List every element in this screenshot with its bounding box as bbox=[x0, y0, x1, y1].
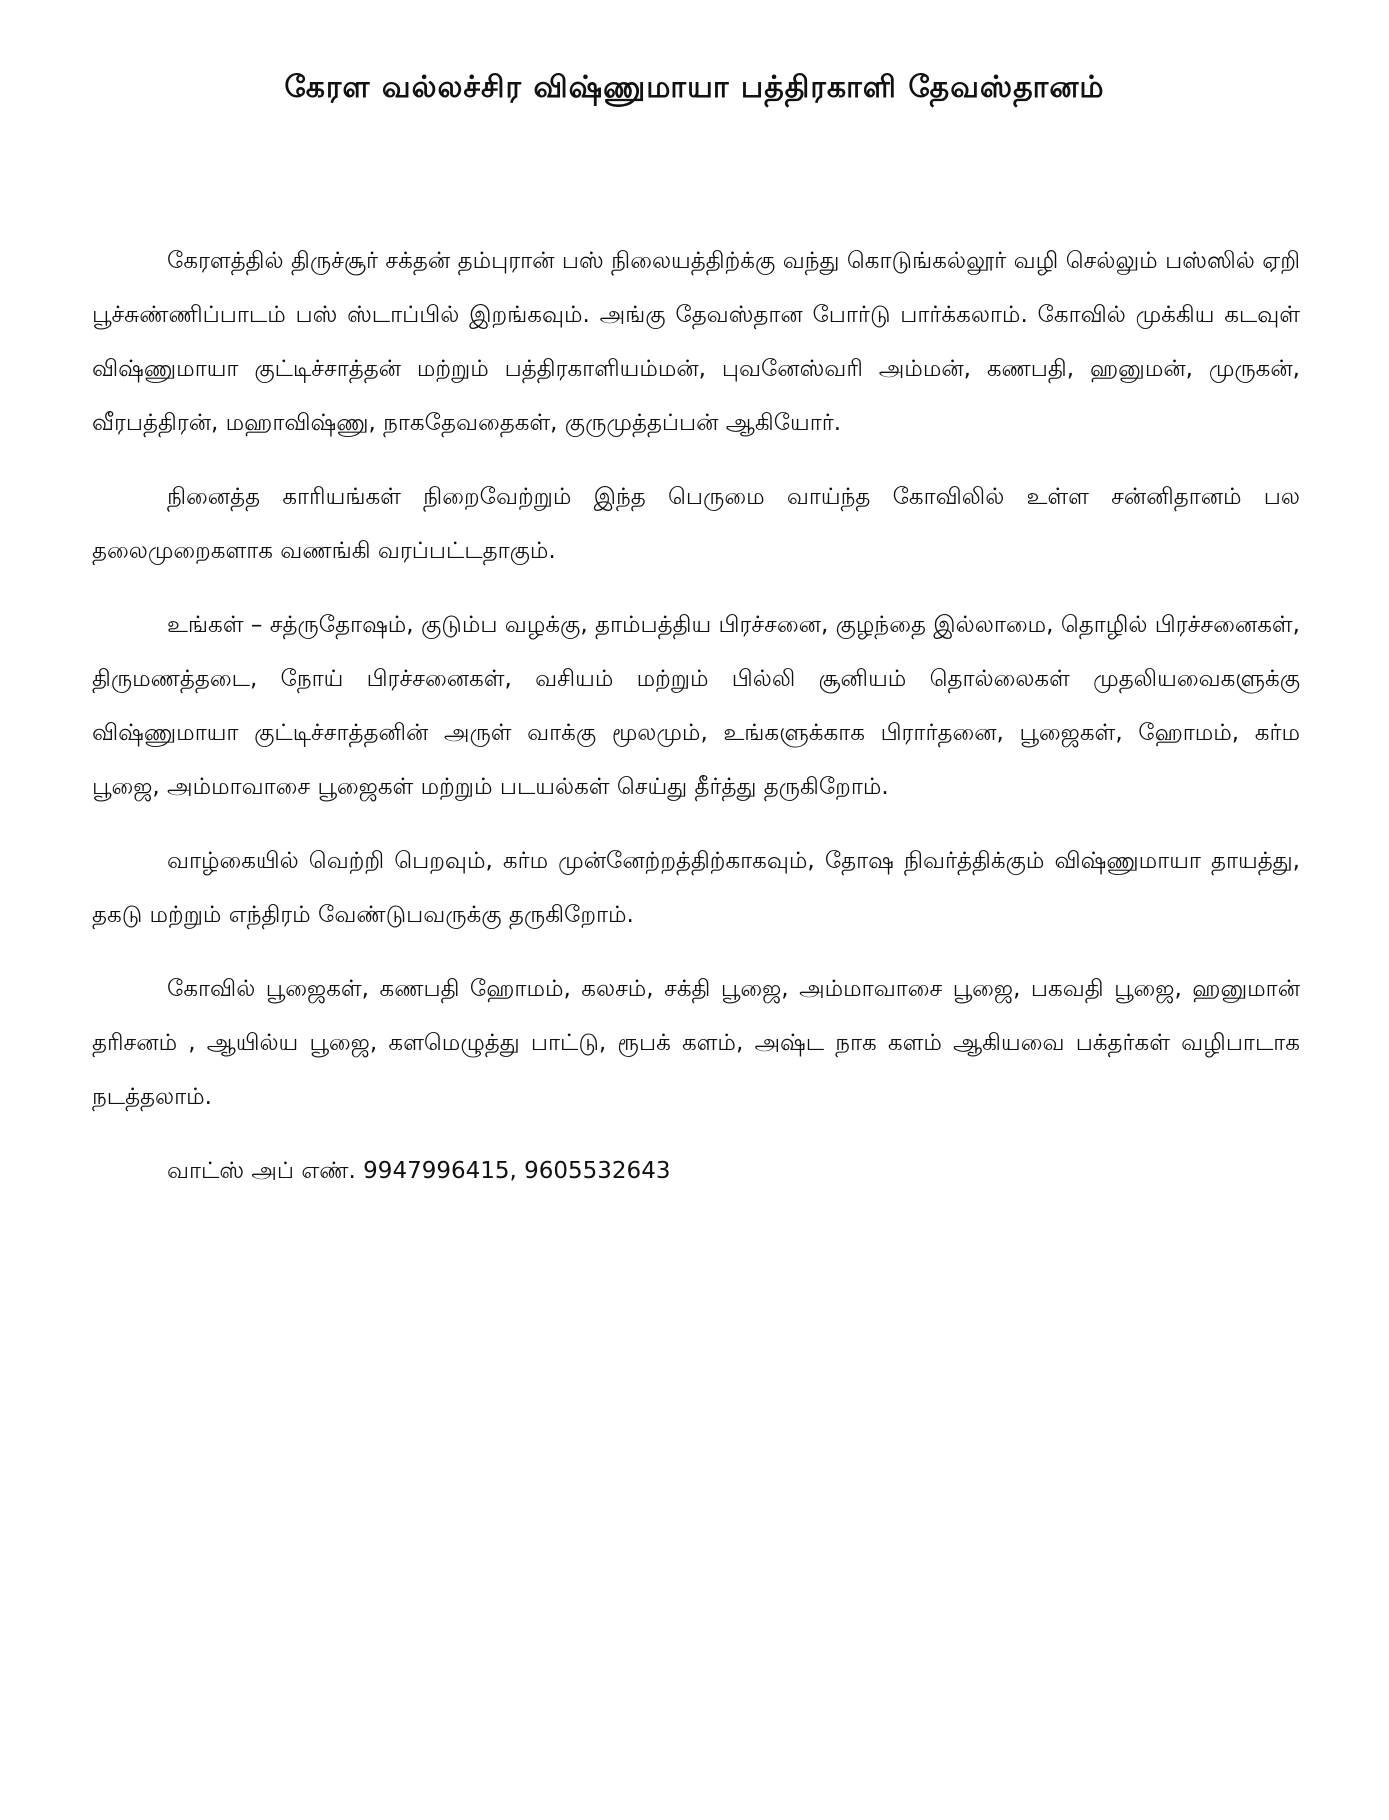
paragraph-directions: கேரளத்தில் திருச்சூர் சக்தன் தம்புரான் பஸ் நிலையத்திற்க்கு வந்து கொடுங்கல்லூர் வழி செல்லும் பஸ்ஸில் ஏறி பூச்சுண்ணிப்பாடம் பஸ் ஸ்டாப்பில் இறங்கவும். அங்கு தேவஸ்தான போர்டு பார்க்கலாம். கோவில் முக்கிய கடவுள் விஷ்ணுமாயா குட்டிச்சாத்தன் மற்றும் பத்திரகாளியம்மன், புவனேஸ்வரி அம்மன், கணபதி, ஹனுமன், முருகன், வீரபத்திரன், மஹாவிஷ்ணு, நாகதேவதைகள், குருமுத்தப்பன் ஆகியோர். bbox=[92, 248, 1300, 436]
paragraph-problems: உங்கள் – சத்ருதோஷம், குடும்ப வழக்கு, தாம்பத்திய பிரச்சனை, குழந்தை இல்லாமை, தொழில் பிரச்சனைகள், திருமணத்தடை, நோய் பிரச்சனைகள், வசியம் மற்றும் பில்லி சூனியம் தொல்லைகள் முதலியவைகளுக்கு விஷ்ணுமாயா குட்டிச்சாத்தனின் அருள் வாக்கு மூலமும், உங்களுக்காக பிரார்தனை, பூஜைகள், ஹோமம், கர்ம பூஜை, அம்மாவாசை பூஜைகள் மற்றும் படயல்கள் செய்து தீர்த்து தருகிறோம். bbox=[92, 612, 1300, 800]
paragraph-sannidhanam: நினைத்த காரியங்கள் நிறைவேற்றும் இந்த பெருமை வாய்ந்த கோவிலில் உள்ள சன்னிதானம் பல தலைமுறைகளாக வணங்கி வரப்பட்டதாகும். bbox=[92, 484, 1300, 564]
paragraph-talisman: வாழ்கையில் வெற்றி பெறவும், கர்ம முன்னேற்றத்திற்காகவும், தோஷ நிவர்த்திக்கும் விஷ்ணுமாயா தாயத்து, தகடு மற்றும் எந்திரம் வேண்டுபவருக்கு தருகிறோம். bbox=[92, 848, 1300, 928]
document-title: கேரள வல்லச்சிர விஷ்ணுமாயா பத்திரகாளி தேவஸ்தானம் bbox=[284, 70, 1105, 105]
paragraph-poojas: கோவில் பூஜைகள், கணபதி ஹோமம், கலசம், சக்தி பூஜை, அம்மாவாசை பூஜை, பகவதி பூஜை, ஹனுமான் தரிசனம் , ஆயில்ய பூஜை, களமெழுத்து பாட்டு, ரூபக் களம், அஷ்ட நாக களம் ஆகியவை பக்தர்கள் வழிபாடாக நடத்தலாம். bbox=[92, 976, 1300, 1110]
document-body bbox=[92, 234, 1300, 1198]
whatsapp-contact: வாட்ஸ் அப் எண். 9947996415, 9605532643 bbox=[167, 1158, 671, 1184]
